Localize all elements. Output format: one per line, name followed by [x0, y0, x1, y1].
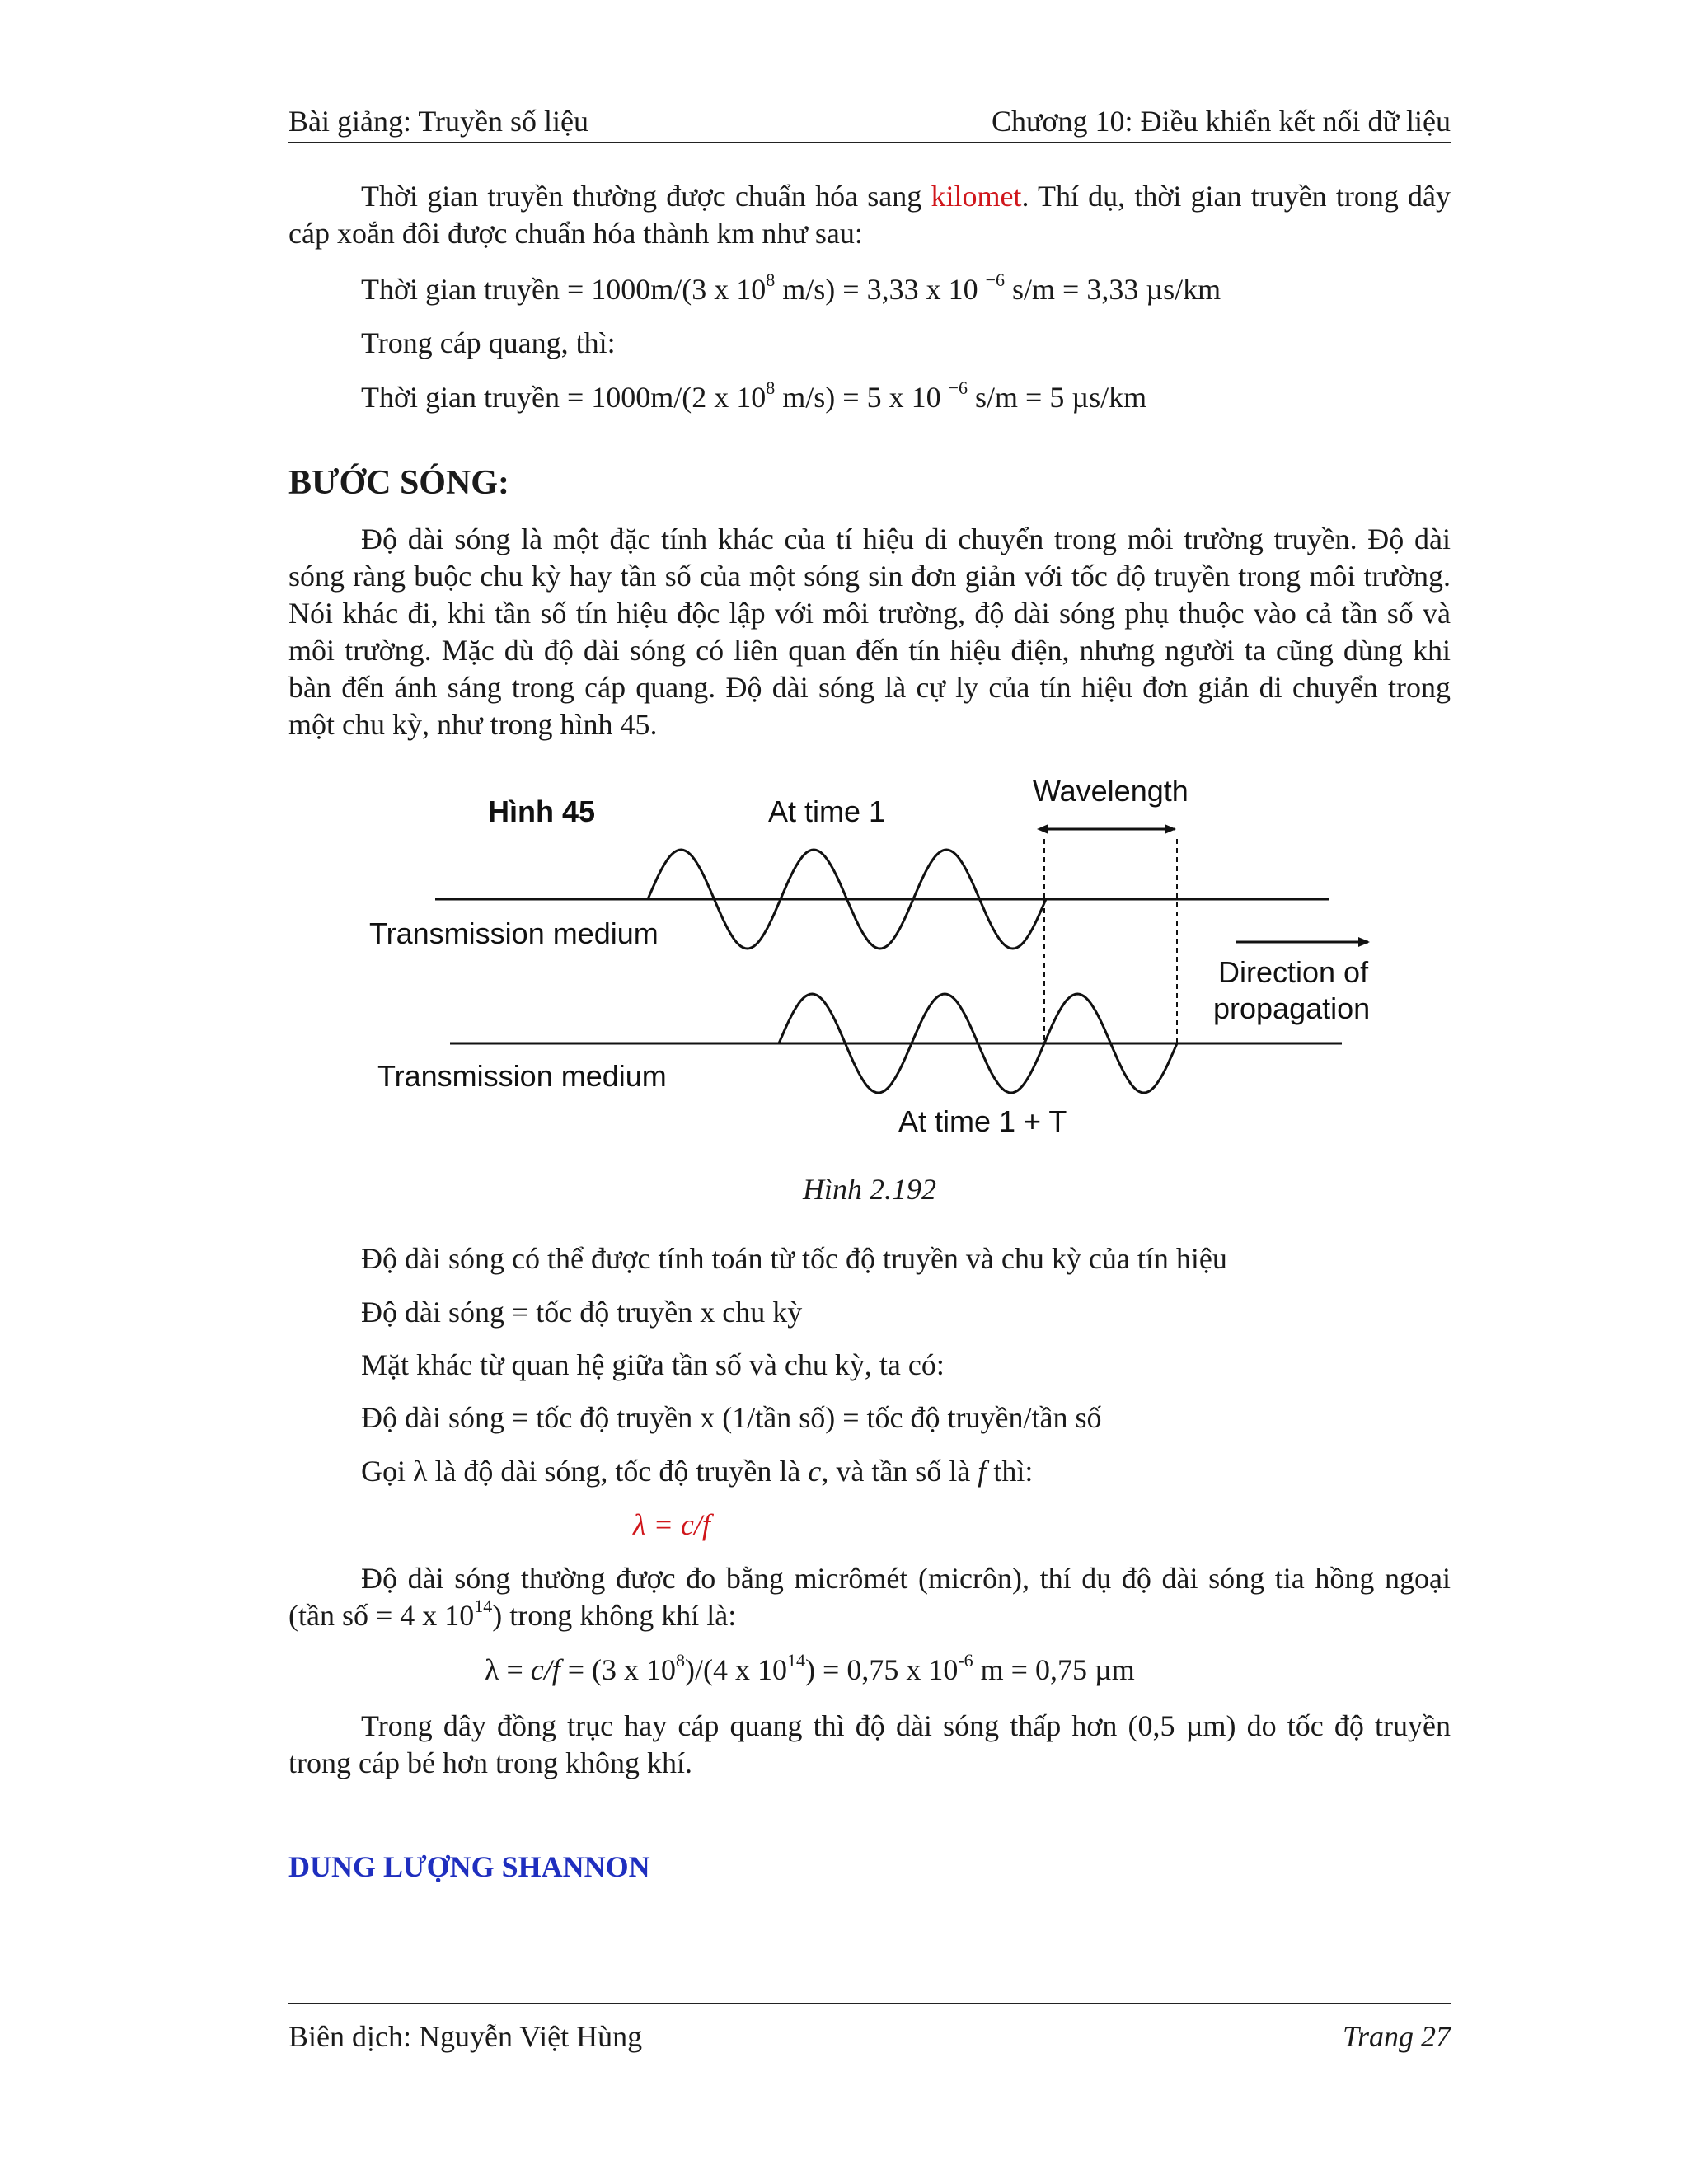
formula-line-1: Độ dài sóng có thể được tính toán từ tốc độ truyền và chu kỳ của tín hiệu — [361, 1242, 1227, 1275]
label-at-time-1-T: At time 1 + T — [898, 1104, 1067, 1138]
wavelength-heading: BƯỚC SÓNG: — [288, 464, 509, 502]
label-wavelength: Wavelength — [1033, 774, 1189, 808]
twisted-pair-equation: Thời gian truyền = 1000m/(3 x $10^8$ m/s) = 3,33 x 10 $^{-6}$ s/m = 3,33 µs/km — [361, 269, 1221, 306]
figure-caption: Hình 2.192 — [803, 1173, 936, 1206]
label-medium-bottom: Transmission medium — [377, 1059, 667, 1093]
fiber-equation: Thời gian truyền = 1000m/(2 x $10^8$ m/s) = 5 x 10 $^{-6}$ s/m = 5 µs/km — [361, 377, 1147, 414]
label-direction-1: Direction of — [1218, 955, 1369, 989]
intro-paragraph: Thời gian truyền thường được chuẩn hóa sang kilomet. Thí dụ, thời gian truyền trong dây cáp xoắn đôi được chuẩn hóa thành km như sau: — [288, 180, 1451, 250]
header-course-title: Bài giảng: Truyền số liệu — [288, 105, 589, 138]
label-at-time-1: At time 1 — [768, 794, 886, 828]
formula-line-3: Mặt khác từ quan hệ giữa tần số và chu kỳ, ta có: — [361, 1348, 945, 1381]
coax-paragraph: Trong dây đồng trục hay cáp quang thì độ dài sóng thấp hơn (0,5 µm) do tốc độ truyền trong cáp bé hơn trong không khí. — [288, 1709, 1451, 1779]
formula-line-4: Độ dài sóng = tốc độ truyền x (1/tần số) = tốc độ truyền/tần số — [361, 1401, 1102, 1434]
micron-paragraph: Độ dài sóng thường được đo bằng micrômét (micrôn), thí dụ độ dài sóng tia hồng ngoại (tần số = 4 x $10^{14}$) trong không khí là: — [288, 1562, 1451, 1632]
header-chapter-title: Chương 10: Điều khiển kết nối dữ liệu — [992, 105, 1451, 138]
footer-page-number: Trang 27 — [1342, 2020, 1451, 2053]
figure-45 — [288, 766, 1451, 1154]
label-medium-top: Transmission medium — [369, 916, 659, 950]
document-page — [288, 0, 1451, 2184]
infrared-equation: λ = c/f = (3 x $10^8)/(4$ x $10^{14}) = 0,75$ x $10^{-6}$ m = 0,75 µm — [485, 1650, 1135, 1686]
shannon-heading: DUNG LƯỢNG SHANNON — [288, 1850, 650, 1883]
fiber-intro-line: Trong cáp quang, thì: — [361, 326, 616, 359]
page-footer — [288, 2003, 1451, 2053]
footer-translator: Biên dịch: Nguyễn Việt Hùng — [288, 2020, 643, 2053]
formula-line-2: Độ dài sóng = tốc độ truyền x chu kỳ — [361, 1296, 803, 1329]
label-direction-2: propagation — [1213, 991, 1371, 1025]
lambda-equation: λ = c/f — [633, 1508, 710, 1541]
figure-title: Hình 45 — [488, 794, 596, 828]
wave-diagram — [288, 766, 1451, 1154]
wavelength-paragraph: Độ dài sóng là một đặc tính khác của tí hiệu di chuyển trong môi trường truyền. Độ dài sóng ràng buộc chu kỳ hay tần số của một sóng sin đơn giản với tốc độ truyền trong môi trường. Nói khác đi, khi tần số tín hiệu độc lập với môi trường, độ dài sóng phụ thuộc vào cả tần số và môi trường. Mặc dù độ dài sóng có liên quan đến tín hiệu điện, nhưng người ta cũng dùng khi bàn đến ánh sáng trong cáp quang. Độ dài sóng là cự ly của tín hiệu đơn giản di chuyển trong một chu kỳ, như trong hình 45. — [288, 523, 1451, 741]
kilomet-term: kilomet — [931, 180, 1022, 213]
page-header — [288, 101, 1451, 143]
formula-line-5: Gọi λ là độ dài sóng, tốc độ truyền là c, và tần số là f thì: — [361, 1455, 1034, 1488]
